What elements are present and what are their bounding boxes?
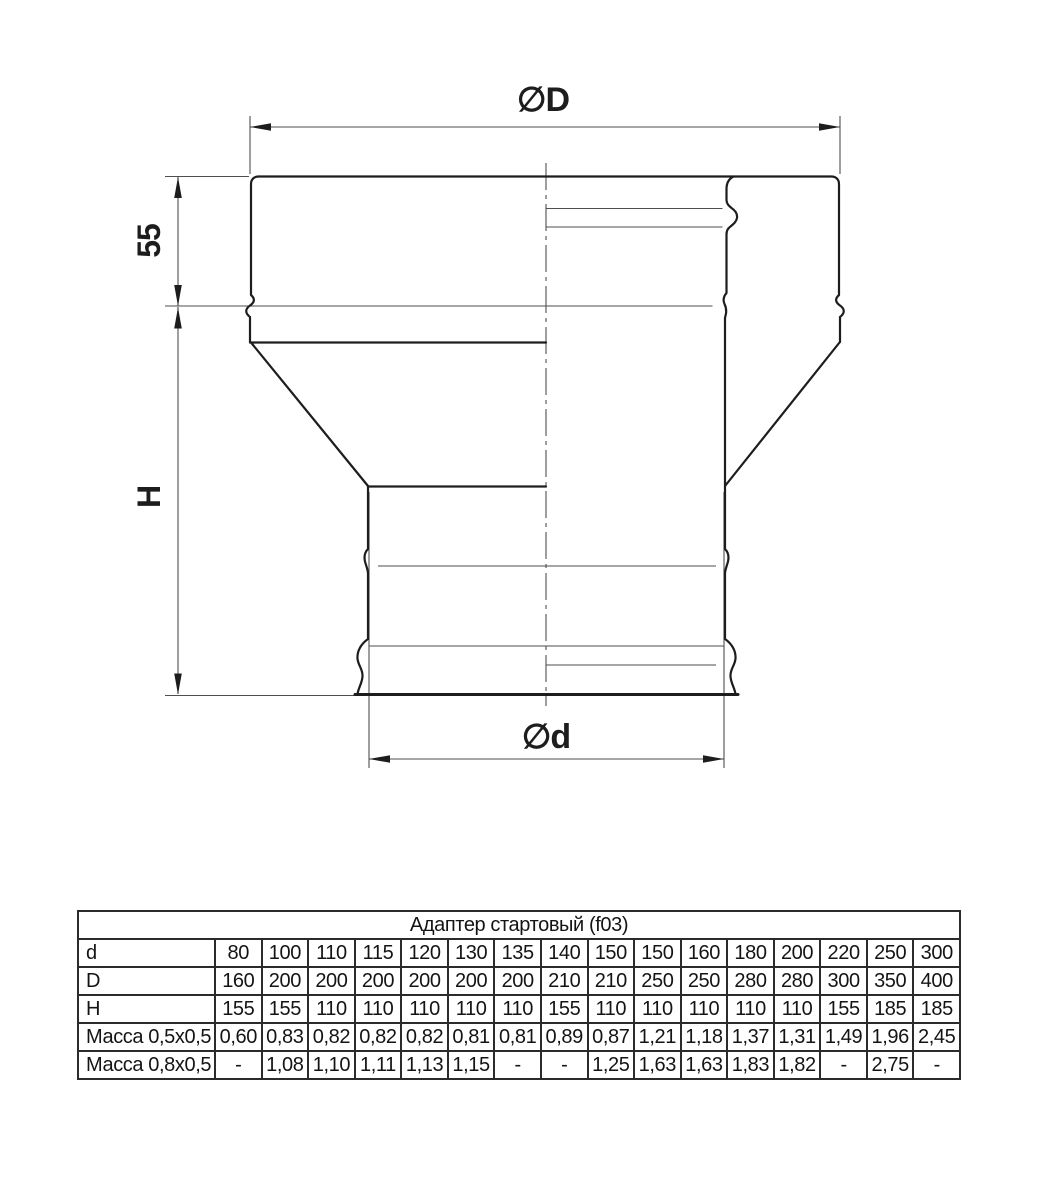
value-cell: 1,10 — [308, 1051, 355, 1079]
value-cell: 400 — [913, 967, 960, 995]
value-cell: 110 — [588, 995, 635, 1023]
value-cell: 130 — [448, 939, 495, 967]
value-cell: 110 — [448, 995, 495, 1023]
value-cell: 110 — [681, 995, 728, 1023]
value-cell: 0,60 — [215, 1023, 262, 1051]
dim-label-d: ∅d — [521, 718, 571, 756]
dimension-labels — [131, 81, 570, 756]
value-cell: 100 — [262, 939, 309, 967]
value-cell: - — [541, 1051, 588, 1079]
inner-pipe-wall — [724, 177, 737, 487]
dimension-arrows — [174, 123, 840, 763]
value-cell: 110 — [355, 995, 402, 1023]
value-cell: 0,83 — [262, 1023, 309, 1051]
value-cell: 200 — [262, 967, 309, 995]
value-cell: 250 — [681, 967, 728, 995]
value-cell: 1,31 — [774, 1023, 821, 1051]
value-cell: 110 — [774, 995, 821, 1023]
value-cell: 200 — [355, 967, 402, 995]
table-title-row — [78, 911, 960, 939]
table-row — [78, 995, 960, 1023]
value-cell: - — [494, 1051, 541, 1079]
value-cell: 1,63 — [634, 1051, 681, 1079]
value-cell: 200 — [774, 939, 821, 967]
value-cell: 200 — [448, 967, 495, 995]
value-cell: 150 — [634, 939, 681, 967]
value-cell: 1,37 — [727, 1023, 774, 1051]
value-cell: 110 — [308, 939, 355, 967]
value-cell: 110 — [401, 995, 448, 1023]
value-cell: 110 — [727, 995, 774, 1023]
value-cell: 110 — [308, 995, 355, 1023]
value-cell: 155 — [541, 995, 588, 1023]
value-cell: 150 — [588, 939, 635, 967]
table-row — [78, 1051, 960, 1079]
value-cell: 120 — [401, 939, 448, 967]
value-cell: 180 — [727, 939, 774, 967]
value-cell: 1,25 — [588, 1051, 635, 1079]
row-label: H — [78, 995, 215, 1023]
value-cell: 2,75 — [867, 1051, 914, 1079]
value-cell: 200 — [401, 967, 448, 995]
value-cell: 0,81 — [494, 1023, 541, 1051]
value-cell: 220 — [820, 939, 867, 967]
value-cell: 1,08 — [262, 1051, 309, 1079]
value-cell: 185 — [867, 995, 914, 1023]
value-cell: - — [913, 1051, 960, 1079]
value-cell: 0,87 — [588, 1023, 635, 1051]
value-cell: 0,82 — [308, 1023, 355, 1051]
value-cell: 300 — [820, 967, 867, 995]
value-cell: 155 — [262, 995, 309, 1023]
value-cell: 140 — [541, 939, 588, 967]
value-cell: 0,82 — [401, 1023, 448, 1051]
table-row — [78, 967, 960, 995]
lower-pipe-right-wall — [725, 487, 736, 695]
row-label: d — [78, 939, 215, 967]
value-cell: 350 — [867, 967, 914, 995]
value-cell: 250 — [634, 967, 681, 995]
value-cell: 2,45 — [913, 1023, 960, 1051]
value-cell: 210 — [588, 967, 635, 995]
value-cell: 280 — [774, 967, 821, 995]
value-cell: 300 — [913, 939, 960, 967]
value-cell: 1,96 — [867, 1023, 914, 1051]
value-cell: 0,89 — [541, 1023, 588, 1051]
value-cell: 155 — [820, 995, 867, 1023]
table-title: Адаптер стартовый (f03) — [78, 911, 960, 939]
value-cell: 1,18 — [681, 1023, 728, 1051]
value-cell: 1,82 — [774, 1051, 821, 1079]
row-label: Масса 0,8x0,5 — [78, 1051, 215, 1079]
value-cell: 1,11 — [355, 1051, 402, 1079]
value-cell: 1,13 — [401, 1051, 448, 1079]
upper-shell — [246, 177, 844, 343]
value-cell: 110 — [634, 995, 681, 1023]
lower-pipe-left-wall — [357, 487, 368, 695]
cone-right — [725, 343, 840, 487]
table-row — [78, 939, 960, 967]
value-cell: 155 — [215, 995, 262, 1023]
spec-table-body — [78, 911, 960, 1079]
table-row — [78, 1023, 960, 1051]
value-cell: 200 — [308, 967, 355, 995]
value-cell: 1,83 — [727, 1051, 774, 1079]
value-cell: 1,15 — [448, 1051, 495, 1079]
value-cell: 80 — [215, 939, 262, 967]
value-cell: - — [215, 1051, 262, 1079]
value-cell: 110 — [494, 995, 541, 1023]
row-label: D — [78, 967, 215, 995]
value-cell: 280 — [727, 967, 774, 995]
dim-label-D: ∅D — [516, 81, 570, 119]
value-cell: 210 — [541, 967, 588, 995]
value-cell: - — [820, 1051, 867, 1079]
spec-table — [77, 910, 961, 1080]
cone-left — [251, 343, 368, 487]
value-cell: 160 — [215, 967, 262, 995]
value-cell: 160 — [681, 939, 728, 967]
value-cell: 200 — [494, 967, 541, 995]
dim-label-H: H — [131, 485, 167, 509]
dimension-lines — [165, 116, 840, 768]
row-label: Масса 0,5x0,5 — [78, 1023, 215, 1051]
value-cell: 1,63 — [681, 1051, 728, 1079]
value-cell: 185 — [913, 995, 960, 1023]
value-cell: 1,21 — [634, 1023, 681, 1051]
value-cell: 135 — [494, 939, 541, 967]
value-cell: 0,82 — [355, 1023, 402, 1051]
value-cell: 1,49 — [820, 1023, 867, 1051]
value-cell: 0,81 — [448, 1023, 495, 1051]
dim-label-55: 55 — [131, 224, 167, 258]
adapter-outline — [246, 177, 844, 695]
value-cell: 115 — [355, 939, 402, 967]
value-cell: 250 — [867, 939, 914, 967]
